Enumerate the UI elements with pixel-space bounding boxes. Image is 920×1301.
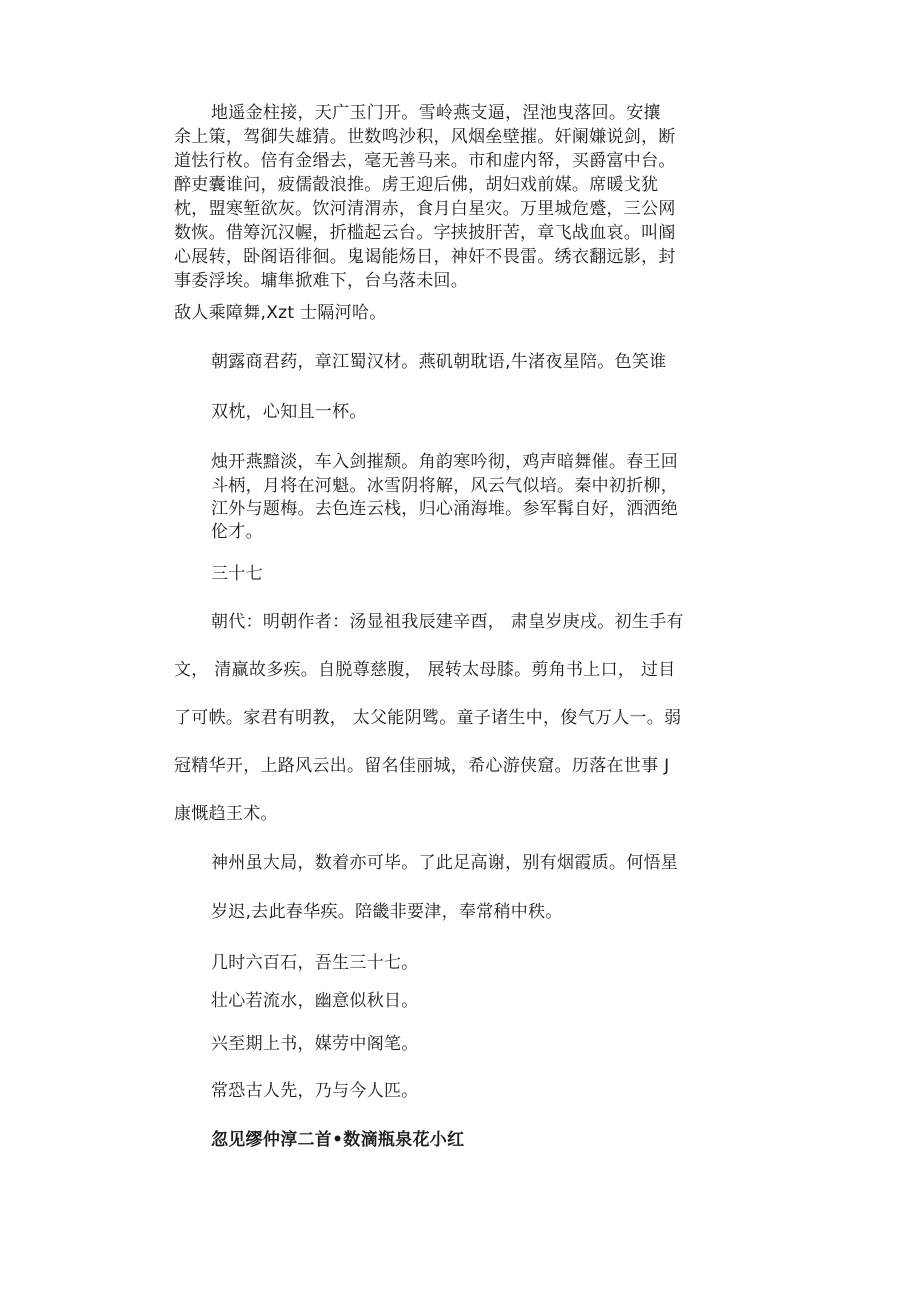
verse-line: 兴至期上书，媒劳中阁笔。	[211, 1034, 419, 1054]
text-line: 双枕，心知且一杯。	[211, 402, 367, 422]
text-line: 烛开燕黯淡，车入剑摧颓。角韵寒吟彻，鸡声暗舞催。春王回	[211, 452, 679, 472]
text-line: 江外与题梅。去色连云栈，归心涌海堆。参军髯自好，洒洒绝	[211, 499, 679, 519]
text-line: 斗柄，月将在河魁。冰雪阴将解，风云气似培。秦中初折柳，	[211, 476, 679, 496]
text-line: 地遥金柱接，天广玉门开。雪岭燕支逼，涅池曳落回。安攘	[211, 103, 661, 123]
text-line: 伦才。	[211, 522, 263, 542]
text-line: 康慨趋王术。	[174, 804, 278, 824]
verse-line: 壮心若流水，幽意似秋日。	[211, 991, 419, 1011]
text-line: 枕，盟寒堑欲灰。饮河清渭赤，食月白星灾。万里城危蹙，三公网	[174, 199, 676, 219]
text-line: 文， 清赢故多疾。自脱尊慈腹， 展转太母膝。剪角书上口， 过目	[174, 660, 676, 680]
next-poem-title: 忽见缪仲淳二首•数滴瓶泉花小红	[211, 1130, 465, 1150]
text-line: 了可帙。家君有明教， 太父能阴骘。童子诸生中，俊气万人一。弱	[174, 708, 682, 728]
text-line: 岁迟,去此春华疾。陪畿非要津，奉常稍中秩。	[211, 902, 563, 922]
poem-line-standalone: 敌人乘障舞,Xzt 士隔河哈。	[174, 303, 387, 323]
section-heading: 三十七	[211, 564, 263, 584]
text-line: 道怯行枚。倍有金缗去，毫无善马来。市和虚内帑，买爵富中台。	[174, 151, 676, 171]
text-line: 朝露商君药，章江蜀汉材。燕矶朝耽语,牛渚夜星陪。色笑谁	[211, 352, 667, 372]
text-line: 事委浮埃。墉隼掀难下，台乌落未回。	[174, 271, 469, 291]
verse-line: 常恐古人先，乃与今人匹。	[211, 1081, 419, 1101]
text-line: 数恢。借筹沉汉幄，折槛起云台。字挟披肝苦，章飞战血哀。叫阍	[174, 223, 676, 243]
text-line: 醉吏囊谁问，疲儒瞉浪推。虏王迎后佛，胡妇戏前媒。席暖戈犹	[174, 175, 659, 195]
verse-line: 几时六百石，吾生三十七。	[211, 953, 419, 973]
text-line: 冠精华开，上路风云出。留名佳丽城，希心游侠窟。历落在世事 J	[174, 756, 670, 776]
text-line: 神州虽大局，数着亦可毕。了此足高谢，别有烟霞质。何悟星	[211, 853, 679, 873]
text-line: 心展转，卧阁语徘徊。鬼谒能炀日，神奸不畏雷。绣衣翻远影，封	[174, 247, 676, 267]
text-line: 余上策，驾御失雄猜。世数鸣沙积，风烟垒壁摧。奸阑嫌说剑，断	[174, 127, 676, 147]
text-line: 朝代：明朝作者：汤显祖我辰建辛酉， 肃皇岁庚戌。初生手有	[211, 612, 684, 632]
